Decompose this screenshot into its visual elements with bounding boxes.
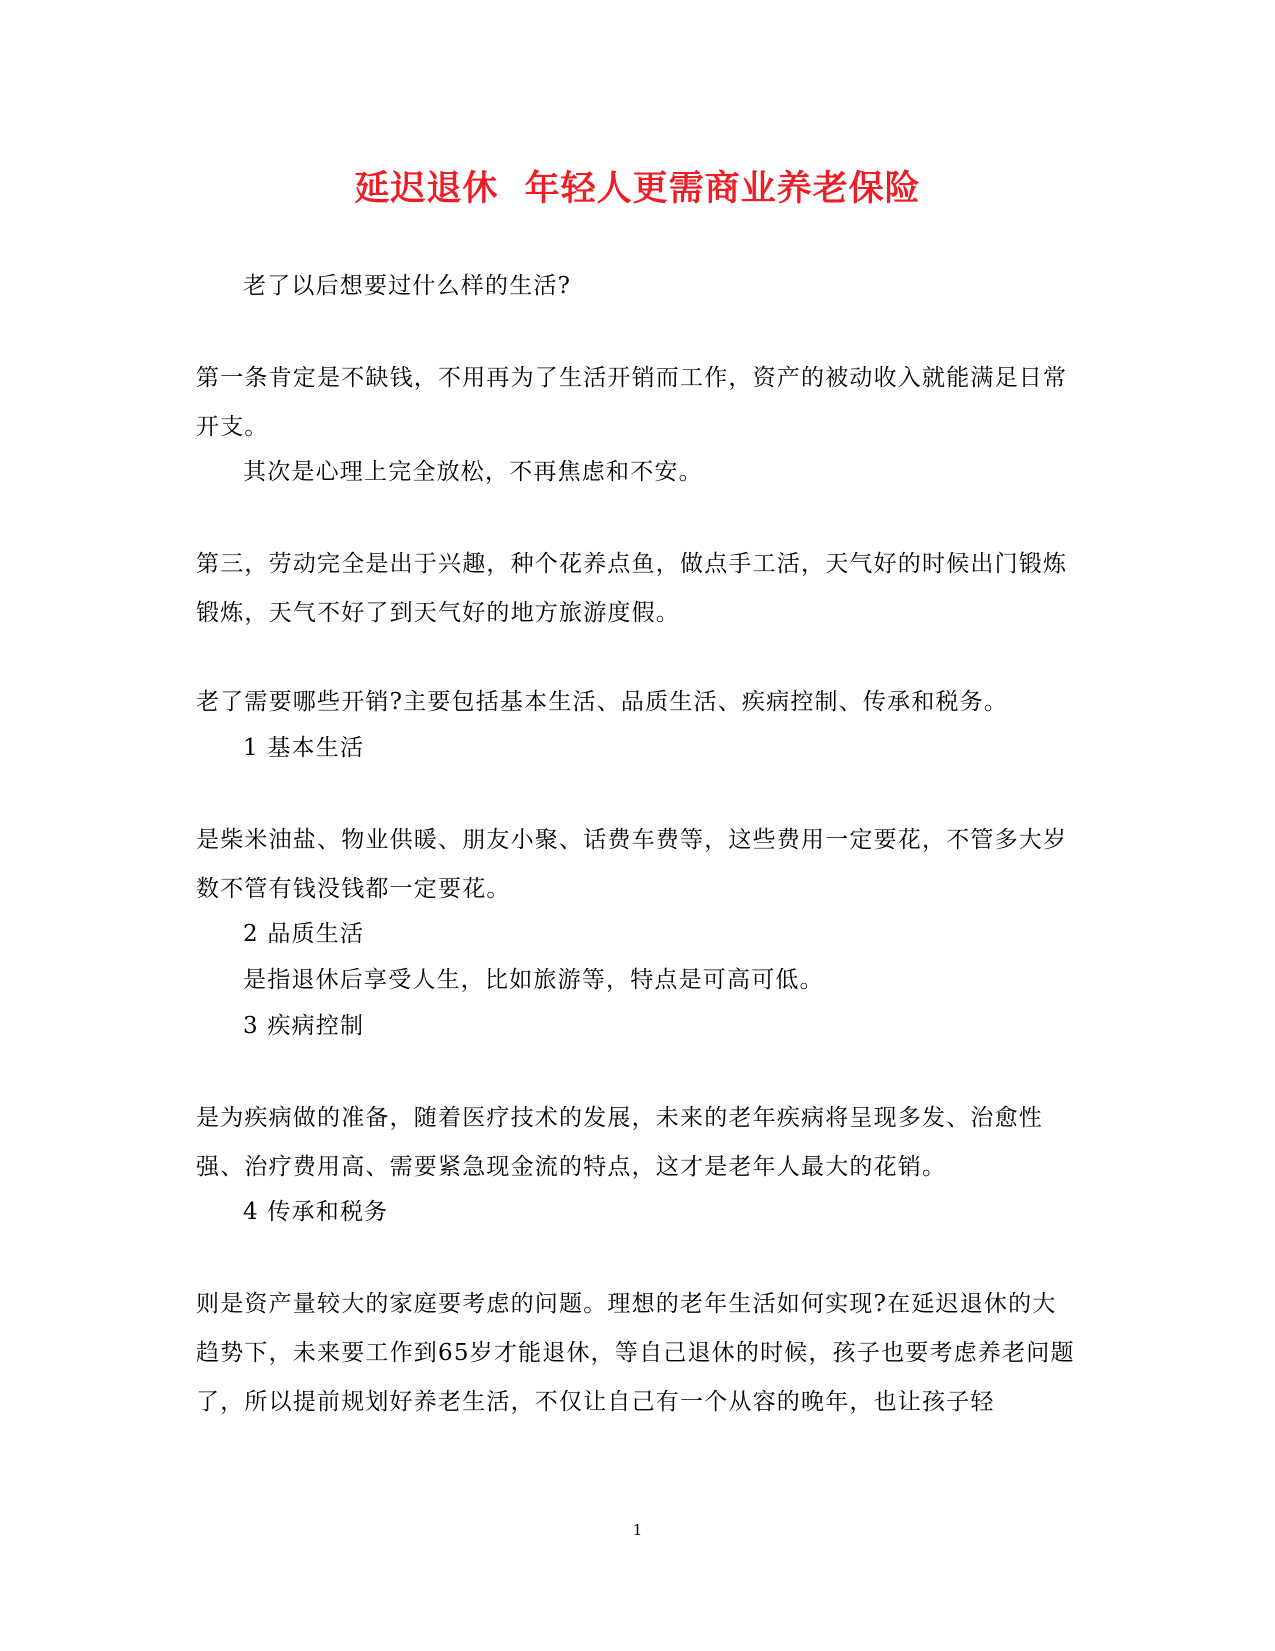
paragraph-8: 是为疾病做的准备，随着医疗技术的发展，未来的老年疾病将呈现多发、治愈性强、治疗费用高、需要紧急现金流的特点，这才是老年人最大的花销。 [196, 1105, 1043, 1180]
section-heading-3: 3 疾病控制 [243, 1013, 365, 1039]
paragraph-1: 老了以后想要过什么样的生活? [243, 273, 572, 299]
paragraph-6: 是柴米油盐、物业供暖、朋友小聚、话费车费等，这些费用一定要花，不管多大岁数不管有钱没钱都一定要花。 [196, 827, 1068, 902]
paragraph-9: 则是资产量较大的家庭要考虑的问题。理想的老年生活如何实现?在延迟退休的大趋势下，未来要工作到65岁才能退休，等自己退休的时候，孩子也要考虑养老问题了，所以提前规划好养老生活，不仅让自己有一个从容的晚年，也让孩子轻 [196, 1291, 1075, 1415]
paragraph-2: 第一条肯定是不缺钱，不用再为了生活开销而工作，资产的被动收入就能满足日常开支。 [196, 365, 1068, 440]
paragraph-7: 是指退休后享受人生，比如旅游等，特点是可高可低。 [243, 967, 824, 993]
paragraph-4: 第三，劳动完全是出于兴趣，种个花养点鱼，做点手工活，天气好的时候出门锻炼锻炼，天气不好了到天气好的地方旅游度假。 [196, 551, 1068, 626]
paragraph-5: 老了需要哪些开销?主要包括基本生活、品质生活、疾病控制、传承和税务。 [196, 689, 1009, 715]
paragraph-3: 其次是心理上完全放松，不再焦虑和不安。 [243, 459, 703, 485]
section-heading-2: 2 品质生活 [243, 921, 365, 947]
section-heading-4: 4 传承和税务 [243, 1199, 389, 1225]
page-number: 1 [632, 1521, 643, 1539]
section-heading-1: 1 基本生活 [243, 735, 365, 761]
document-title: 延迟退休 年轻人更需商业养老保险 [354, 168, 921, 209]
